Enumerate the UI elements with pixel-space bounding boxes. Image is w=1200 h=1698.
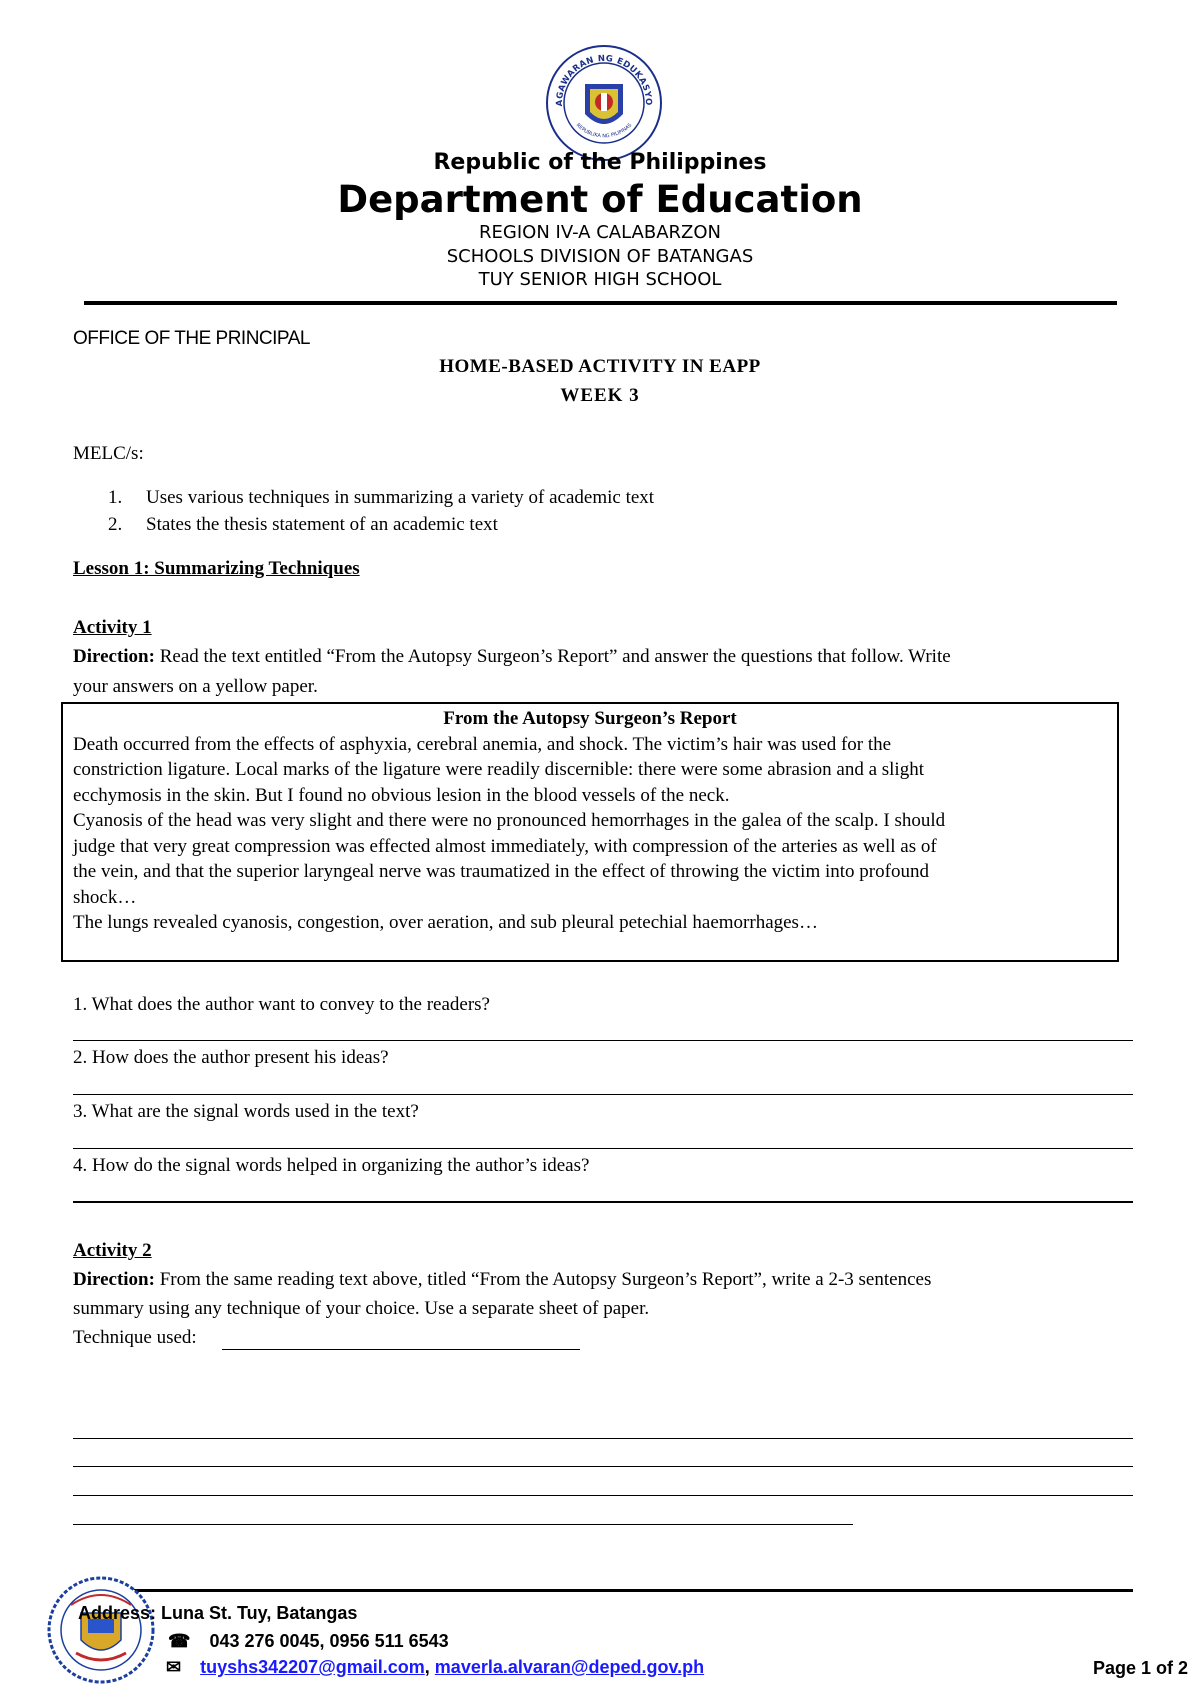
header-divider (84, 301, 1117, 305)
mail-icon: ✉ (166, 1657, 182, 1677)
answer-line (73, 1148, 1133, 1149)
office-label: OFFICE OF THE PRINCIPAL (73, 328, 310, 349)
department-title: Department of Education (337, 178, 863, 221)
report-line: the vein, and that the superior laryngeal nerve was traumatized in the effect of throwing the victim into profound (73, 861, 929, 882)
report-line: judge that very great compression was effected almost immediately, with compression of the arteries as well as of (73, 835, 937, 857)
summary-line (73, 1495, 1133, 1496)
melc-number: 2. (108, 514, 123, 535)
summary-line (73, 1466, 1133, 1467)
technique-used-label: Technique used: (73, 1327, 197, 1348)
activity2-direction-line2: summary using any technique of your choice. Use a separate sheet of paper. (73, 1298, 650, 1319)
melc-item (108, 487, 655, 509)
melc-text: Uses various techniques in summarizing a variety of academic text (146, 487, 655, 508)
footer-address: Address: Luna St. Tuy, Batangas (78, 1603, 358, 1623)
summary-line (73, 1438, 1133, 1439)
melc-text: States the thesis statement of an academic text (146, 514, 498, 535)
direction-text: Read the text entitled “From the Autopsy Surgeon’s Report” and answer the questions that follow. Write (159, 646, 951, 667)
footer-email-row (166, 1657, 704, 1678)
activity1-title-text: Activity 1 (73, 617, 152, 638)
deped-seal-logo (545, 44, 663, 162)
technique-blank-line[interactable] (222, 1349, 580, 1350)
activity2-direction (73, 1269, 931, 1291)
melc-label: MELC/s: (73, 443, 144, 464)
week-label: WEEK 3 (560, 385, 640, 406)
footer-divider (73, 1589, 1133, 1592)
region-line: REGION IV-A CALABARZON (479, 222, 721, 243)
footer-phone-row (168, 1631, 449, 1652)
email-link-principal[interactable]: maverla.alvaran@deped.gov.ph (434, 1657, 705, 1677)
report-line: The lungs revealed cyanosis, congestion, over aeration, and sub pleural petechial haemorrhages… (73, 912, 818, 933)
activity1-title (73, 617, 152, 639)
division-line: SCHOOLS DIVISION OF BATANGAS (446, 246, 754, 267)
report-line: shock… (73, 886, 137, 908)
activity2-title (73, 1240, 152, 1262)
seal-bottom-text: REPUBLIKA NG PILIPINAS (574, 122, 634, 140)
report-line: ecchymosis in the skin. But I found no obvious lesion in the blood vessels of the neck. (73, 784, 730, 806)
report-box (61, 702, 1119, 962)
direction-text: From the same reading text above, titled “From the Autopsy Surgeon’s Report”, write a 2-3 sentences (159, 1269, 932, 1290)
activity1-direction-line2: your answers on a yellow paper. (73, 676, 318, 697)
activity2-title-text: Activity 2 (73, 1240, 152, 1261)
report-line: constriction ligature. Local marks of the ligature were readily discernible: there were some abrasion and a slight (73, 759, 924, 780)
melc-number: 1. (108, 487, 123, 508)
lesson-title (73, 558, 360, 580)
direction-label: Direction: (73, 646, 155, 667)
direction-label: Direction: (73, 1269, 155, 1290)
email-link-school[interactable]: tuyshs342207@gmail.com (200, 1657, 425, 1677)
melc-item (108, 514, 498, 536)
school-line: TUY SENIOR HIGH SCHOOL (478, 269, 722, 290)
phone-icon: ☎ (168, 1631, 191, 1651)
footer-phone: 043 276 0045, 0956 511 6543 (209, 1631, 449, 1651)
question-4: 4. How do the signal words helped in organizing the author’s ideas? (73, 1155, 590, 1176)
report-line: Death occurred from the effects of asphyxia, cerebral anemia, and shock. The victim’s hair was used for the (73, 733, 892, 755)
question-1: 1. What does the author want to convey to the readers? (73, 994, 490, 1015)
page-number: Page 1 of 2 (1092, 1658, 1188, 1678)
activity1-direction (73, 646, 951, 668)
question-3: 3. What are the signal words used in the text? (73, 1101, 419, 1122)
school-seal-logo (46, 1575, 156, 1685)
answer-line (73, 1040, 1133, 1041)
answer-line (73, 1094, 1133, 1095)
question-2: 2. How does the author present his ideas? (73, 1047, 389, 1068)
lesson-title-text: Lesson 1: Summarizing Techniques (73, 558, 360, 579)
answer-line (73, 1201, 1133, 1203)
republic-line: Republic of the Philippines (433, 150, 767, 175)
summary-line (73, 1524, 853, 1525)
email-separator: , (424, 1657, 435, 1677)
report-title: From the Autopsy Surgeon’s Report (443, 708, 737, 729)
report-line: Cyanosis of the head was very slight and there were no pronounced hemorrhages in the galea of the scalp. I should (73, 810, 946, 831)
document-title: HOME-BASED ACTIVITY IN EAPP (439, 356, 761, 377)
seal-text: AGAWARAN NG EDUKASYO (554, 53, 654, 107)
